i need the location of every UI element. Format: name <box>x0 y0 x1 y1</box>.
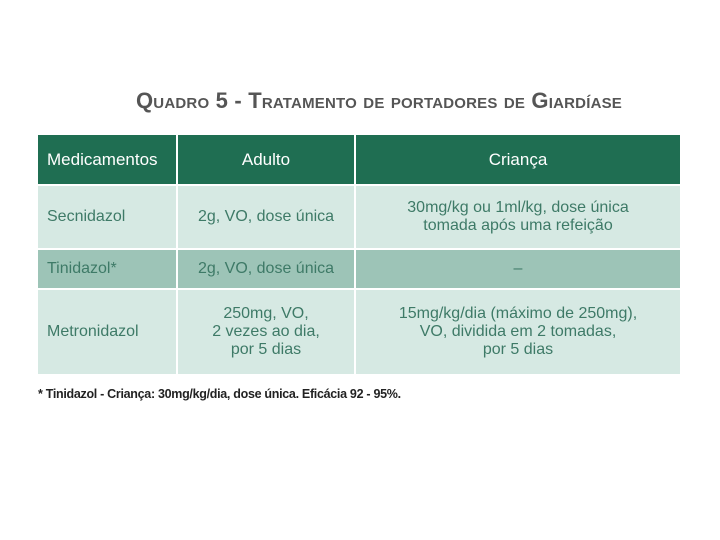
drug-name-cell: Secnidazol <box>38 185 177 249</box>
table-header-row <box>38 135 680 185</box>
adult-dose-line: 2g, VO, dose única <box>197 208 335 225</box>
treatment-table <box>38 135 680 374</box>
adult-dose-line: 2 vezes ao dia, <box>212 323 320 340</box>
page-title: Quadro 5 - Tratamento de portadores de Giardíase <box>136 88 623 113</box>
adult-dose-cell <box>177 289 355 374</box>
child-dose-line: 30mg/kg ou 1ml/kg, dose única <box>407 199 629 216</box>
child-dose-cell <box>355 289 680 374</box>
adult-dose-line: por 5 dias <box>230 341 302 358</box>
table-row-tinidazol <box>38 249 680 289</box>
column-header-crianca: Criança <box>355 135 680 185</box>
footnote: * Tinidazol - Criança: 30mg/kg/dia, dose única. Eficácia 92 - 95%. <box>38 387 401 401</box>
child-dose-cell <box>355 249 680 289</box>
child-dose-line: 15mg/kg/dia (máximo de 250mg), <box>398 305 638 322</box>
table-row-secnidazol <box>38 185 680 249</box>
adult-dose-line: 250mg, VO, <box>223 305 309 322</box>
adult-dose-cell <box>177 185 355 249</box>
drug-name-cell: Tinidazol* <box>38 249 177 289</box>
child-dose-cell <box>355 185 680 249</box>
adult-dose-line: 2g, VO, dose única <box>197 260 335 277</box>
child-dose-line: tomada após uma refeição <box>423 217 613 234</box>
column-header-medicamentos: Medicamentos <box>38 135 177 185</box>
adult-dose-cell <box>177 249 355 289</box>
child-dose-line: por 5 dias <box>482 341 554 358</box>
child-dose-line: VO, dividida em 2 tomadas, <box>419 323 617 340</box>
drug-name-cell: Metronidazol <box>38 289 177 374</box>
column-header-adulto: Adulto <box>177 135 355 185</box>
child-dose-line: – <box>513 260 523 277</box>
table-row-metronidazol <box>38 289 680 374</box>
